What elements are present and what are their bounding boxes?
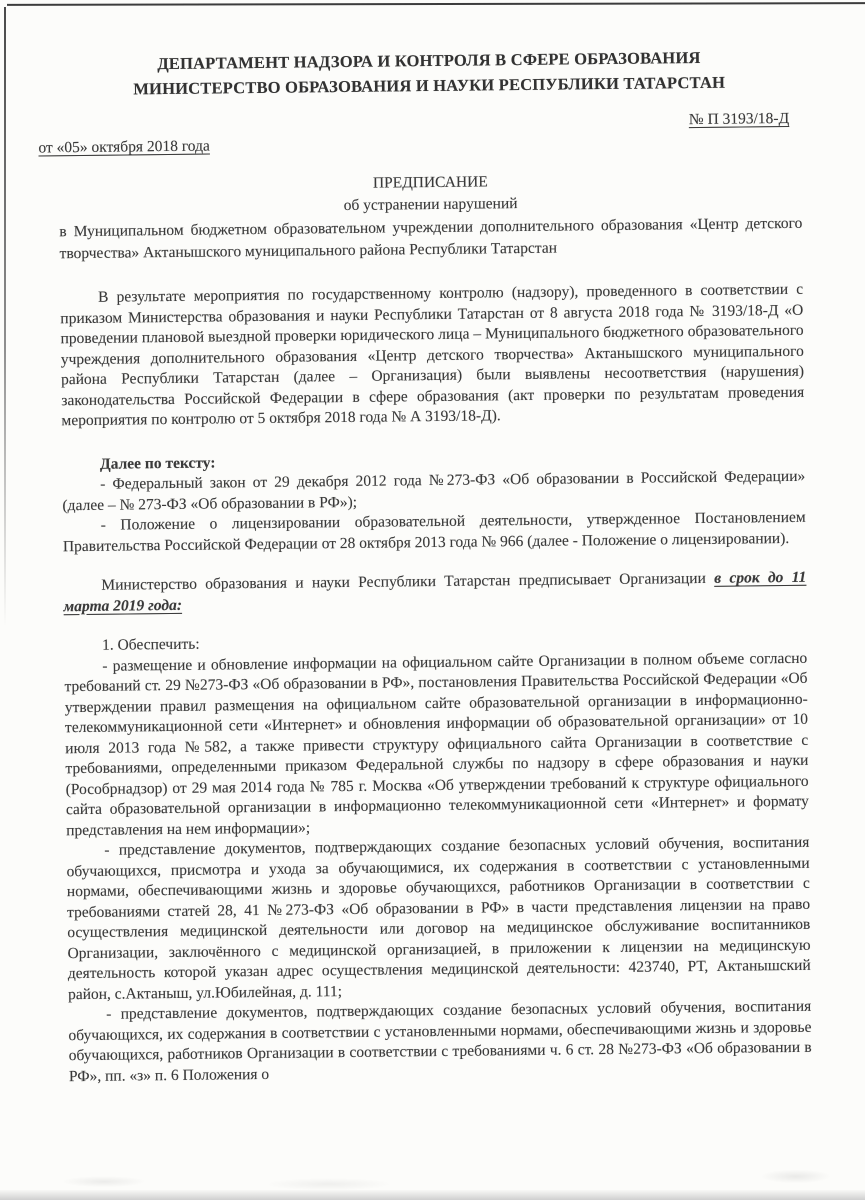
ensure-item-2: - представление документов, подтверждающих создание безопасных условий обучения, воспитания обучающихся, присмотра и ухода за обучающимися, их содержания в соответствии с установленными нормами, обеспечивающими жизнь и здоровье обучающихся, работников Организации в соответствии с требованиями статей 28, 41 №273-ФЗ «Об образовании в РФ» в части представления лицензии на право осуществления медицинской деятельности или договор на медицинское обслуживание воспитанников Организации, заключённого с медицинской организацией, в приложении к лицензии на медицинскую деятельность которой указан адрес осуществления медицинской деятельности: 423740, РТ, Актанышский район, с.Актаныш, ул.Юбилейная, д. 111;: [66, 833, 811, 1003]
ensure-item-3: - представление документов, подтверждающих создание безопасных условий обучения, воспитания обучающихся, их содержания в соответствии с установленными нормами, обеспечивающими жизнь и здоровье обучающихся, работников Организации в соответствии с требованиями ч. 6 ст. 28 №273-ФЗ «Об образовании в РФ», пп. «з» п. 6 Положения о: [68, 997, 812, 1085]
ensure-heading: 1. Обеспечить:: [101, 635, 200, 654]
law-item-2: - Положение о лицензировании образовательной деятельности, утвержденное Постановлением Правительства Российской Федерации от 28 октября 2013 года № 966 (далее - Положение о лицензировании).: [62, 508, 806, 555]
deadline-text: в срок до 11 марта 2019 года:: [63, 568, 807, 615]
doc-subtitle: об устранении нарушений: [343, 195, 518, 215]
prescription-sentence: Министерство образования и науки Республики Татарстан предписывает Организации: [101, 569, 715, 594]
further-in-text-label: Далее по тексту:: [99, 453, 216, 473]
doc-number-text: № П 3193/18-Д: [688, 109, 790, 129]
header-line-1: ДЕПАРТАМЕНТ НАДЗОРА И КОНТРОЛЯ В СФЕРЕ ОБРАЗОВАНИЯ: [157, 47, 701, 74]
reference-block: [38, 109, 801, 158]
ensure-item-1: - размещение и обновление информации на официальном сайте Организации в полном объеме согласно требований ст. 29 №273-ФЗ «Об образовании в РФ», постановления Правительства Российской Федерации «Об утверждении правил размещения на официальном сайте образовательной организации в информационно-телекоммуникационной сети «Интернет» и обновления информации об образовательной организации» от 10 июля 2013 года №582, а также привести структуру официального сайта Организации в соответствие с требованиями, определенными приказом Федеральной службы по надзору в сфере образования и науки (Рособрнадзор) от 29 мая 2014 года № 785 г. Москва «Об утверждении требований к структуре официального сайта образовательной организации в информационно телекоммуникационной сети «Интернет» и формату представления на нем информации»;: [64, 649, 809, 839]
doc-title: ПРЕДПИСАНИЕ: [372, 173, 488, 192]
scan-artifact-bottom-shadow: [0, 1190, 865, 1200]
law-item-1: - Федеральный закон от 29 декабря 2012 года №273-ФЗ «Об образовании в Российской Федерации» (далее – № 273-ФЗ «Об образовании в РФ»);: [62, 467, 806, 514]
addressee-paragraph: в Муниципальном бюджетном образовательном учреждении дополнительного образования «Центр детского творчества» Актанышского муниципального района Республики Татарстан: [59, 214, 803, 263]
scan-artifact-left-line: [4, 7, 6, 627]
document-content: [38, 44, 812, 1087]
prescription-paragraph: [63, 568, 806, 617]
intro-paragraph: В результате мероприятия по государственному контролю (надзору), проведенного в соответствии с приказом Министерства образования и науки Республики Татарстан от 8 августа 2018 года № 3193/18-Д «О проведении плановой выездной проверки юридического лица – Муниципального бюджетного образовательного учреждения дополнительного образования «Центр детского творчества» Актанышского муниципального района Республики Татарстан (далее – Организация) были выявлены несоответствия (нарушения) законодательства Российской Федерации в сфере образования (акт проверки по результатам проведения мероприятия по контролю от 5 октября 2018 года № А 3193/18-Д).: [60, 280, 805, 430]
doc-date-text: от «05» октября 2018 года: [38, 137, 210, 157]
organization-header: [57, 44, 801, 102]
title-block: [59, 168, 803, 265]
header-line-2: МИНИСТЕРСТВО ОБРАЗОВАНИЯ И НАУКИ РЕСПУБЛИКИ ТАТАРСТАН: [133, 72, 726, 99]
scan-artifact-top-line: [7, 2, 865, 6]
scan-artifact-smudges: [0, 1166, 865, 1192]
